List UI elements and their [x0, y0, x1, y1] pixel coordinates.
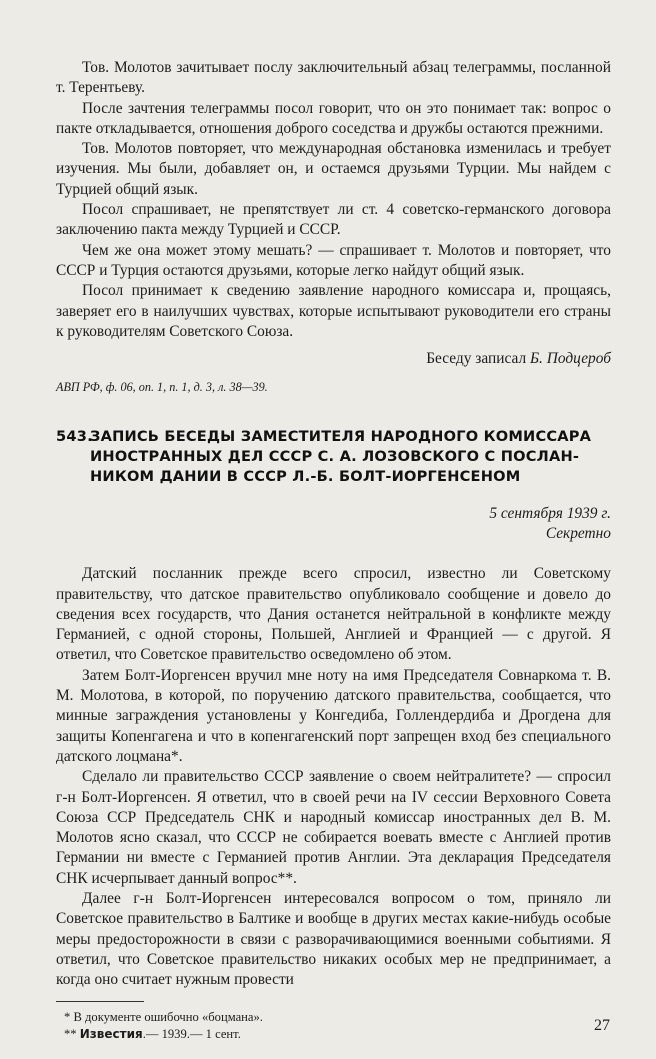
classification-label: Секретно	[545, 525, 611, 543]
page-number: 27	[594, 1017, 610, 1034]
archive-reference: АВП РФ, ф. 06, оп. 1, п. 1, д. 3, л. 38—39.	[56, 380, 268, 395]
signature-name: Б. Подцероб	[529, 350, 611, 368]
signature-prefix: Беседу записал	[426, 350, 527, 368]
footnote-divider	[56, 1001, 144, 1002]
document-paragraph-4: Далее г-н Болт-Иоргенсен интересовался вопросом о том, приняло ли Советское правительство в Балтике и вообще в других местах какие-нибудь особые меры предосторожности в связи с разворачивающимися военными событиями. Я ответил, что Советское правительство никаких особых мер не предпринимает, а когда оно считает нужным провести	[56, 889, 611, 989]
intro-paragraph-5: Чем же она может этому мешать? — спрашивает т. Молотов и повторяет, что СССР и Турция остаются друзьями, которые легко найдут общий язык.	[56, 241, 611, 279]
title-line-2: ИНОСТРАННЫХ ДЕЛ СССР С. А. ЛОЗОВСКОГО С ПОСЛАН-	[90, 448, 580, 466]
text-column	[56, 58, 611, 1043]
intro-paragraph-6: Посол принимает к сведению заявление народного комиссара и, прощаясь, заверяет его в наилучших чувствах, которые испытывают руководители его страны к руководителям Советского Союза.	[56, 282, 611, 340]
footnote-1	[56, 1009, 611, 1026]
footnote-mark: **	[64, 1027, 77, 1042]
signature-line	[56, 349, 611, 369]
footnote-text: .— 1939.— 1 сент.	[142, 1027, 241, 1042]
document-paragraph-3: Сделало ли правительство СССР заявление о своем нейтралитете? — спросил г-н Болт-Иоргенсен. Я ответил, что в своей речи на IV сессии Верховного Совета Союза ССР Председатель СНК и народный комиссар иностранных дел В. М. Молотов ясно сказал, что СССР не собирается воевать вместе с Англией против Германии ни вместе с Германией против Англии. Эта декларация Председателя СНК исчерпывает данный вопрос**.	[56, 768, 611, 887]
title-line-3: НИКОМ ДАНИИ В СССР Л.-Б. БОЛТ-ИОРГЕНСЕНОМ	[90, 467, 521, 485]
document-paragraph-2: Затем Болт-Иоргенсен вручил мне ноту на имя Председателя Совнаркома т. В. М. Молотова, в которой, по поручению датского правительства, сообщается, что минные заграждения установлены у Конгедиба, Голлендердиба и Дрогдена для защиты Копенгагена и что в копенгагенский порт запрещен вход без специального датского лоцмана*.	[56, 666, 611, 765]
document-number: 543.	[56, 428, 93, 446]
footnote-2	[56, 1026, 611, 1043]
footnote-text: В документе ошибочно «боцмана».	[73, 1010, 263, 1025]
intro-paragraph-1: Тов. Молотов зачитывает послу заключительный абзац телеграммы, посланной т. Терентьеву.	[56, 59, 611, 97]
intro-paragraph-2: После зачтения телеграммы посол говорит, что он это понимает так: вопрос о пакте откладывается, отношения доброго соседства и дружбы остаются прежними.	[56, 99, 611, 137]
document-date: 5 сентября 1939 г.	[489, 505, 611, 523]
document-heading	[56, 427, 611, 486]
footnote-source: Известия	[79, 1027, 143, 1042]
title-line-1: ЗАПИСЬ БЕСЕДЫ ЗАМЕСТИТЕЛЯ НАРОДНОГО КОМИССАРА	[90, 428, 592, 446]
intro-paragraph-4: Посол спрашивает, не препятствует ли ст. 4 советско-германского договора заключению пакта между Турцией и СССР.	[56, 201, 611, 239]
document-paragraph-1: Датский посланник прежде всего спросил, известно ли Советскому правительству, что датское правительство опубликовало сообщение и довело до сведения всех государств, что Дания останется нейтральной в конфликте между Германией, с одной стороны, Польшей, Англией и Францией — с другой. Я ответил, что Советское правительство осведомлено об этом.	[56, 565, 611, 664]
intro-paragraph-3: Тов. Молотов повторяет, что международная обстановка изменилась и требует изучения. Мы были, добавляет он, и остаемся друзьями Турции. Мы найдем с Турцией общий язык.	[56, 140, 611, 198]
footnote-mark: *	[64, 1010, 71, 1025]
